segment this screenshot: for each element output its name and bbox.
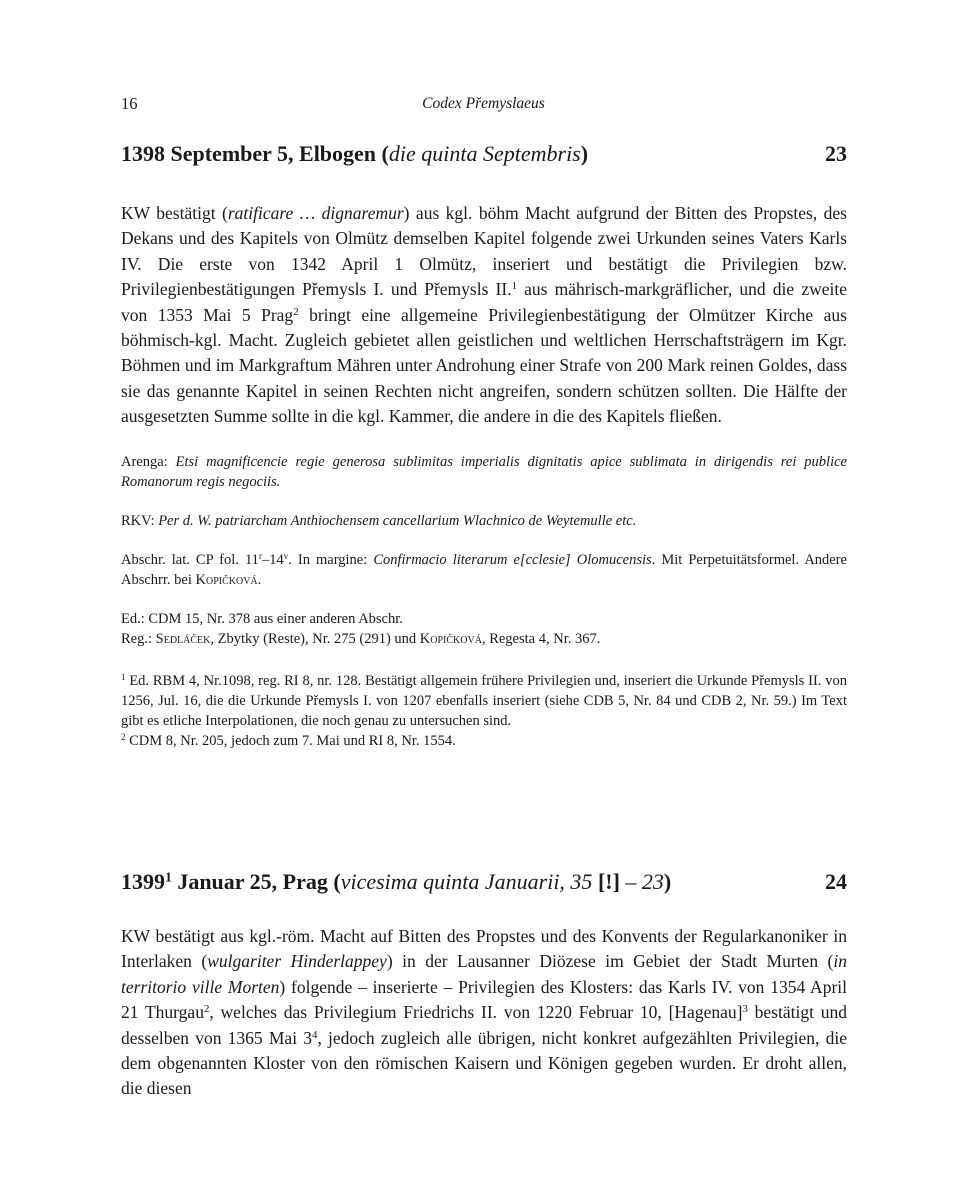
date-sic: [!] — [592, 869, 626, 894]
entry-date — [121, 869, 671, 895]
footnote — [121, 671, 847, 731]
footnote-ref: 1 — [511, 280, 517, 293]
footnotes — [121, 671, 847, 751]
footnote — [121, 731, 847, 751]
running-header — [121, 94, 846, 116]
entry-date — [121, 141, 588, 167]
footnote-ref: 1 — [165, 869, 172, 885]
footnote-text: CDM 8, Nr. 205, jedoch zum 7. Mai und RI 8, Nr. 1554. — [125, 732, 456, 749]
folio-recto: r — [258, 550, 262, 561]
note-segment: –14 — [261, 551, 284, 568]
regest-segment: bringt eine allgemeine Privilegienbestätigung der Olmützer Kirche aus böhmisch-kgl. Macht. Zugleich gebietet allen geistlichen und weltlichen Herrschaftsträgern im Kgr. Böhmen und im Markgraftum Mähren unter Androhung einer Strafe von 200 Mark reinen Goldes, dass sie das genannte Kapitel in seinen Rechten nicht angreifen, sondern schützen sollten. Die Hälfte der ausgesetzten Summe sollte in die kgl. Kammer, die andere in die des Kapitels fließen. — [121, 304, 847, 427]
footnote-mark: 1 — [121, 671, 126, 682]
date-latin: – 23 — [625, 869, 664, 894]
footnote-ref: 2 — [203, 1003, 210, 1016]
rkv-note — [121, 511, 847, 531]
edition-regest-note — [121, 609, 847, 649]
edition-line: Ed.: CDM 15, Nr. 378 aus einer anderen Abschr. — [121, 610, 403, 627]
footnote-mark: 2 — [121, 731, 126, 742]
date-text: Januar 25, Prag ( — [171, 869, 341, 894]
regest-ref-line — [121, 631, 600, 647]
latin-quote: in territorio ville Morten — [121, 951, 847, 997]
note-segment: Reg.: — [121, 630, 156, 647]
regest-segment: , welches das Privilegium Friedrichs II. von 1220 Februar 10, [Hagenau] — [209, 1002, 743, 1023]
author-name: Sedláček — [155, 630, 211, 647]
regest-text — [121, 924, 847, 1102]
regest-entry-24 — [121, 869, 847, 1119]
date-year: 1399 — [121, 869, 165, 894]
entry-number: 24 — [825, 869, 847, 894]
regest-text — [121, 201, 847, 430]
note-segment: , Zbytky (Reste), Nr. 275 (291) und — [210, 630, 420, 647]
date-latin: vicesima quinta Januarii, 35 — [340, 869, 593, 894]
note-segment: . In margine: — [288, 551, 374, 568]
regest-entry-23 — [121, 141, 847, 751]
folio-verso: v — [283, 550, 289, 561]
note-segment: Abschr. lat. CP fol. 11 — [121, 551, 259, 568]
regest-segment: ) in der Lausanner Diözese im Gebiet der Stadt Murten ( — [386, 951, 834, 972]
latin-quote: Confirmacio literarum e[cclesie] Olomucensis — [373, 551, 652, 568]
page-number: 16 — [121, 94, 138, 113]
regest-segment: KW bestätigt aus kgl.-röm. Macht auf Bitten des Propstes und des Konvents der Regularkanoniker in Interlaken ( — [121, 926, 847, 972]
footnote-ref: 2 — [293, 305, 299, 318]
arenga-note — [121, 452, 847, 492]
date-close: ) — [663, 869, 672, 894]
note-segment: . Mit Perpetuitätsformel. Andere Abschrr. bei — [121, 551, 847, 588]
footnote-text: Ed. RBM 4, Nr.1098, reg. RI 8, nr. 128. Bestätigt allgemein frühere Privilegien und, inseriert die Urkunde Přemysls II. von 1256, Jul. 16, die die Urkunde Přemysls I. von 1207 ebenfalls inseriert (siehe CDB 5, Nr. 84 und CDB 2, Nr. 59.) Im Text gibt es etliche Interpolationen, die noch genau zu untersuchen sind. — [121, 672, 847, 729]
transcript-note — [121, 550, 847, 590]
note-label: Arenga: — [121, 453, 176, 470]
latin-quote: ratificare … dignaremur — [227, 203, 404, 223]
date-latin: die quinta Septembris — [388, 141, 581, 166]
regest-segment: ) aus kgl. böhm Macht aufgrund der Bitten des Propstes, des Dekans und des Kapitels von Olmütz demselben Kapitel folgende zwei Urkunden seines Vaters Karls IV. Die erste von 1342 April 1 Olmütz, inseriert und bestätigt die Privilegien bzw. Privilegienbestätigungen Přemysls I. und Přemysls II. — [121, 203, 847, 300]
footnote-ref: 4 — [312, 1028, 318, 1041]
note-label: RKV: — [121, 512, 159, 529]
regest-segment: KW bestätigt ( — [121, 203, 228, 223]
entry-heading — [121, 141, 847, 171]
regest-segment: ) folgende – inserierte – Privilegien des Klosters: das Karls IV. von 1354 April 21 Thurgau — [121, 976, 847, 1023]
note-segment: , Regesta 4, Nr. 367. — [481, 630, 601, 647]
regest-segment: aus mährisch-markgräflicher, und die zweite von 1353 Mai 5 Prag — [121, 279, 847, 325]
date-close: ) — [580, 141, 589, 166]
running-title: Codex Přemyslaeus — [422, 95, 545, 112]
regest-segment: bestätigt und desselben von 1365 Mai 3 — [121, 1002, 847, 1048]
entry-number: 23 — [825, 141, 847, 166]
footnote-ref: 3 — [742, 1003, 748, 1016]
date-text: 1398 September 5, Elbogen ( — [121, 141, 389, 166]
latin-quote: Per d. W. patriarcham Anthiochensem cancellarium Wlachnico de Weytemulle etc. — [158, 512, 637, 529]
author-name: Kopičková — [195, 571, 258, 588]
entry-heading — [121, 869, 847, 899]
regest-segment: , jedoch zugleich alle übrigen, nicht konkret aufgezählten Privilegien, die dem obgenannten Kloster von den römischen Kaisern und Königen gegeben wurden. Er droht allen, die diesen — [121, 1027, 847, 1099]
latin-quote: wulgariter Hinderlappey — [207, 951, 387, 972]
author-name: Kopičková — [419, 630, 482, 647]
latin-quote: Etsi magnificencie regie generosa sublimitas imperialis dignitatis apice sublimata in dirigendis rei publice Romanorum regis negociis. — [121, 453, 847, 490]
note-segment: . — [257, 571, 262, 588]
